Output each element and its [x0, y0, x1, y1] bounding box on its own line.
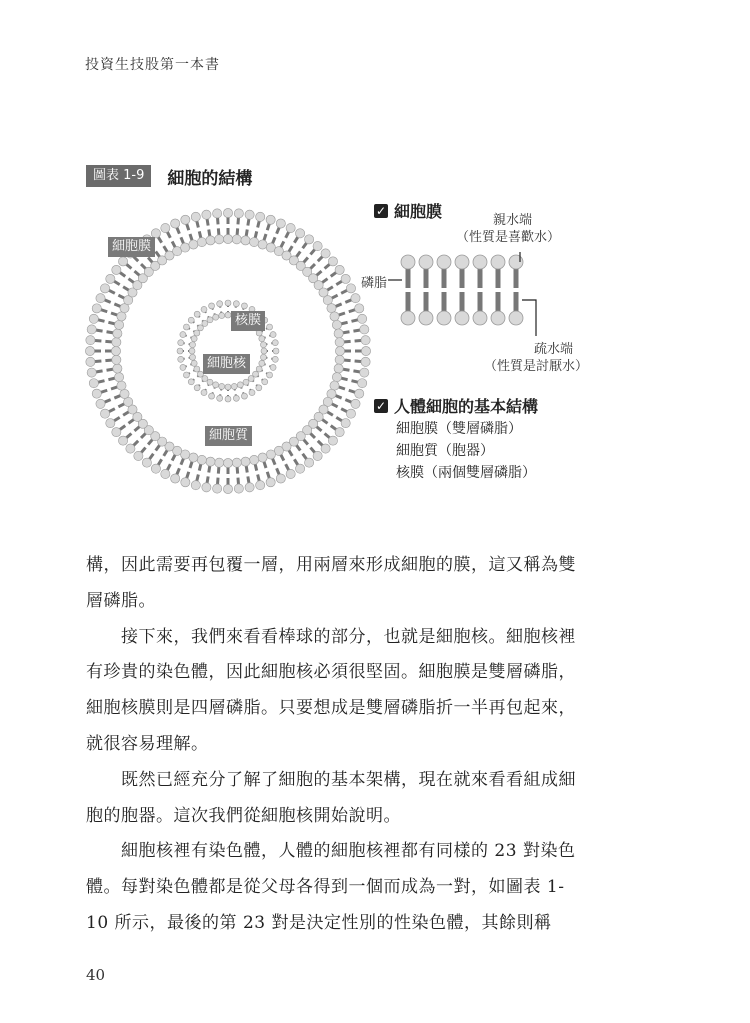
nucleus-label: 細胞核: [203, 354, 250, 374]
cell-membrane-label: 細胞膜: [108, 237, 155, 257]
figure-header: [86, 163, 252, 189]
paragraph-1: 構，因此需要再包覆一層，用兩層來形成細胞的膜，這又稱為雙層磷脂。: [86, 555, 576, 611]
structure-heading: [374, 394, 538, 417]
hydrophilic-note: （性質是喜歡水）: [456, 230, 561, 245]
phospholipid-label: 磷脂: [361, 276, 388, 291]
structure-line-1: 細胞膜（雙層磷脂）: [396, 421, 522, 437]
checkbox-icon: ✓: [375, 398, 387, 413]
hydrophilic-title: 親水端: [493, 213, 533, 228]
phospholipid-bilayer-diagram: [360, 240, 560, 340]
hydrophobic-note: （性質是討厭水）: [484, 359, 589, 374]
membrane-heading-text: 細胞膜: [394, 202, 443, 221]
structure-line-2: 細胞質（胞器）: [396, 443, 494, 459]
structure-line-3: 核膜（兩個雙層磷脂）: [396, 465, 536, 481]
figure-tag: 圖表 1-9: [86, 165, 151, 187]
structure-heading-text: 人體細胞的基本結構: [394, 397, 539, 416]
checkbox-icon: ✓: [375, 203, 387, 218]
nuclear-membrane-label: 核膜: [231, 311, 265, 331]
paragraph-4: 細胞核裡有染色體，人體的細胞核裡都有同樣的 23 對染色體。每對染色體都是從父母各得到一個而成為一對，如圖表 1-10 所示，最後的第 23 對是決定性別的性染色體，其餘則稱: [86, 841, 576, 933]
page-number: 40: [86, 966, 106, 984]
running-head: 投資生技股第一本書: [85, 57, 220, 73]
cytoplasm-label: 細胞質: [205, 426, 252, 446]
hydrophobic-title: 疏水端: [534, 342, 574, 357]
membrane-heading: [374, 199, 442, 222]
figure-title: 細胞的結構: [167, 168, 253, 189]
hydrophobic-pointer-line: [522, 300, 536, 336]
body-text: [86, 548, 586, 942]
paragraph-2: 接下來，我們來看看棒球的部分，也就是細胞核。細胞核裡有珍貴的染色體，因此細胞核必須很堅固。細胞膜是雙層磷脂，細胞核膜則是四層磷脂。只要想成是雙層磷脂折一半再包起來，就很容易理解。: [86, 626, 576, 754]
paragraph-3: 既然已經充分了解了細胞的基本架構，現在就來看看組成細胞的胞器。這次我們從細胞核開始說明。: [86, 769, 576, 826]
